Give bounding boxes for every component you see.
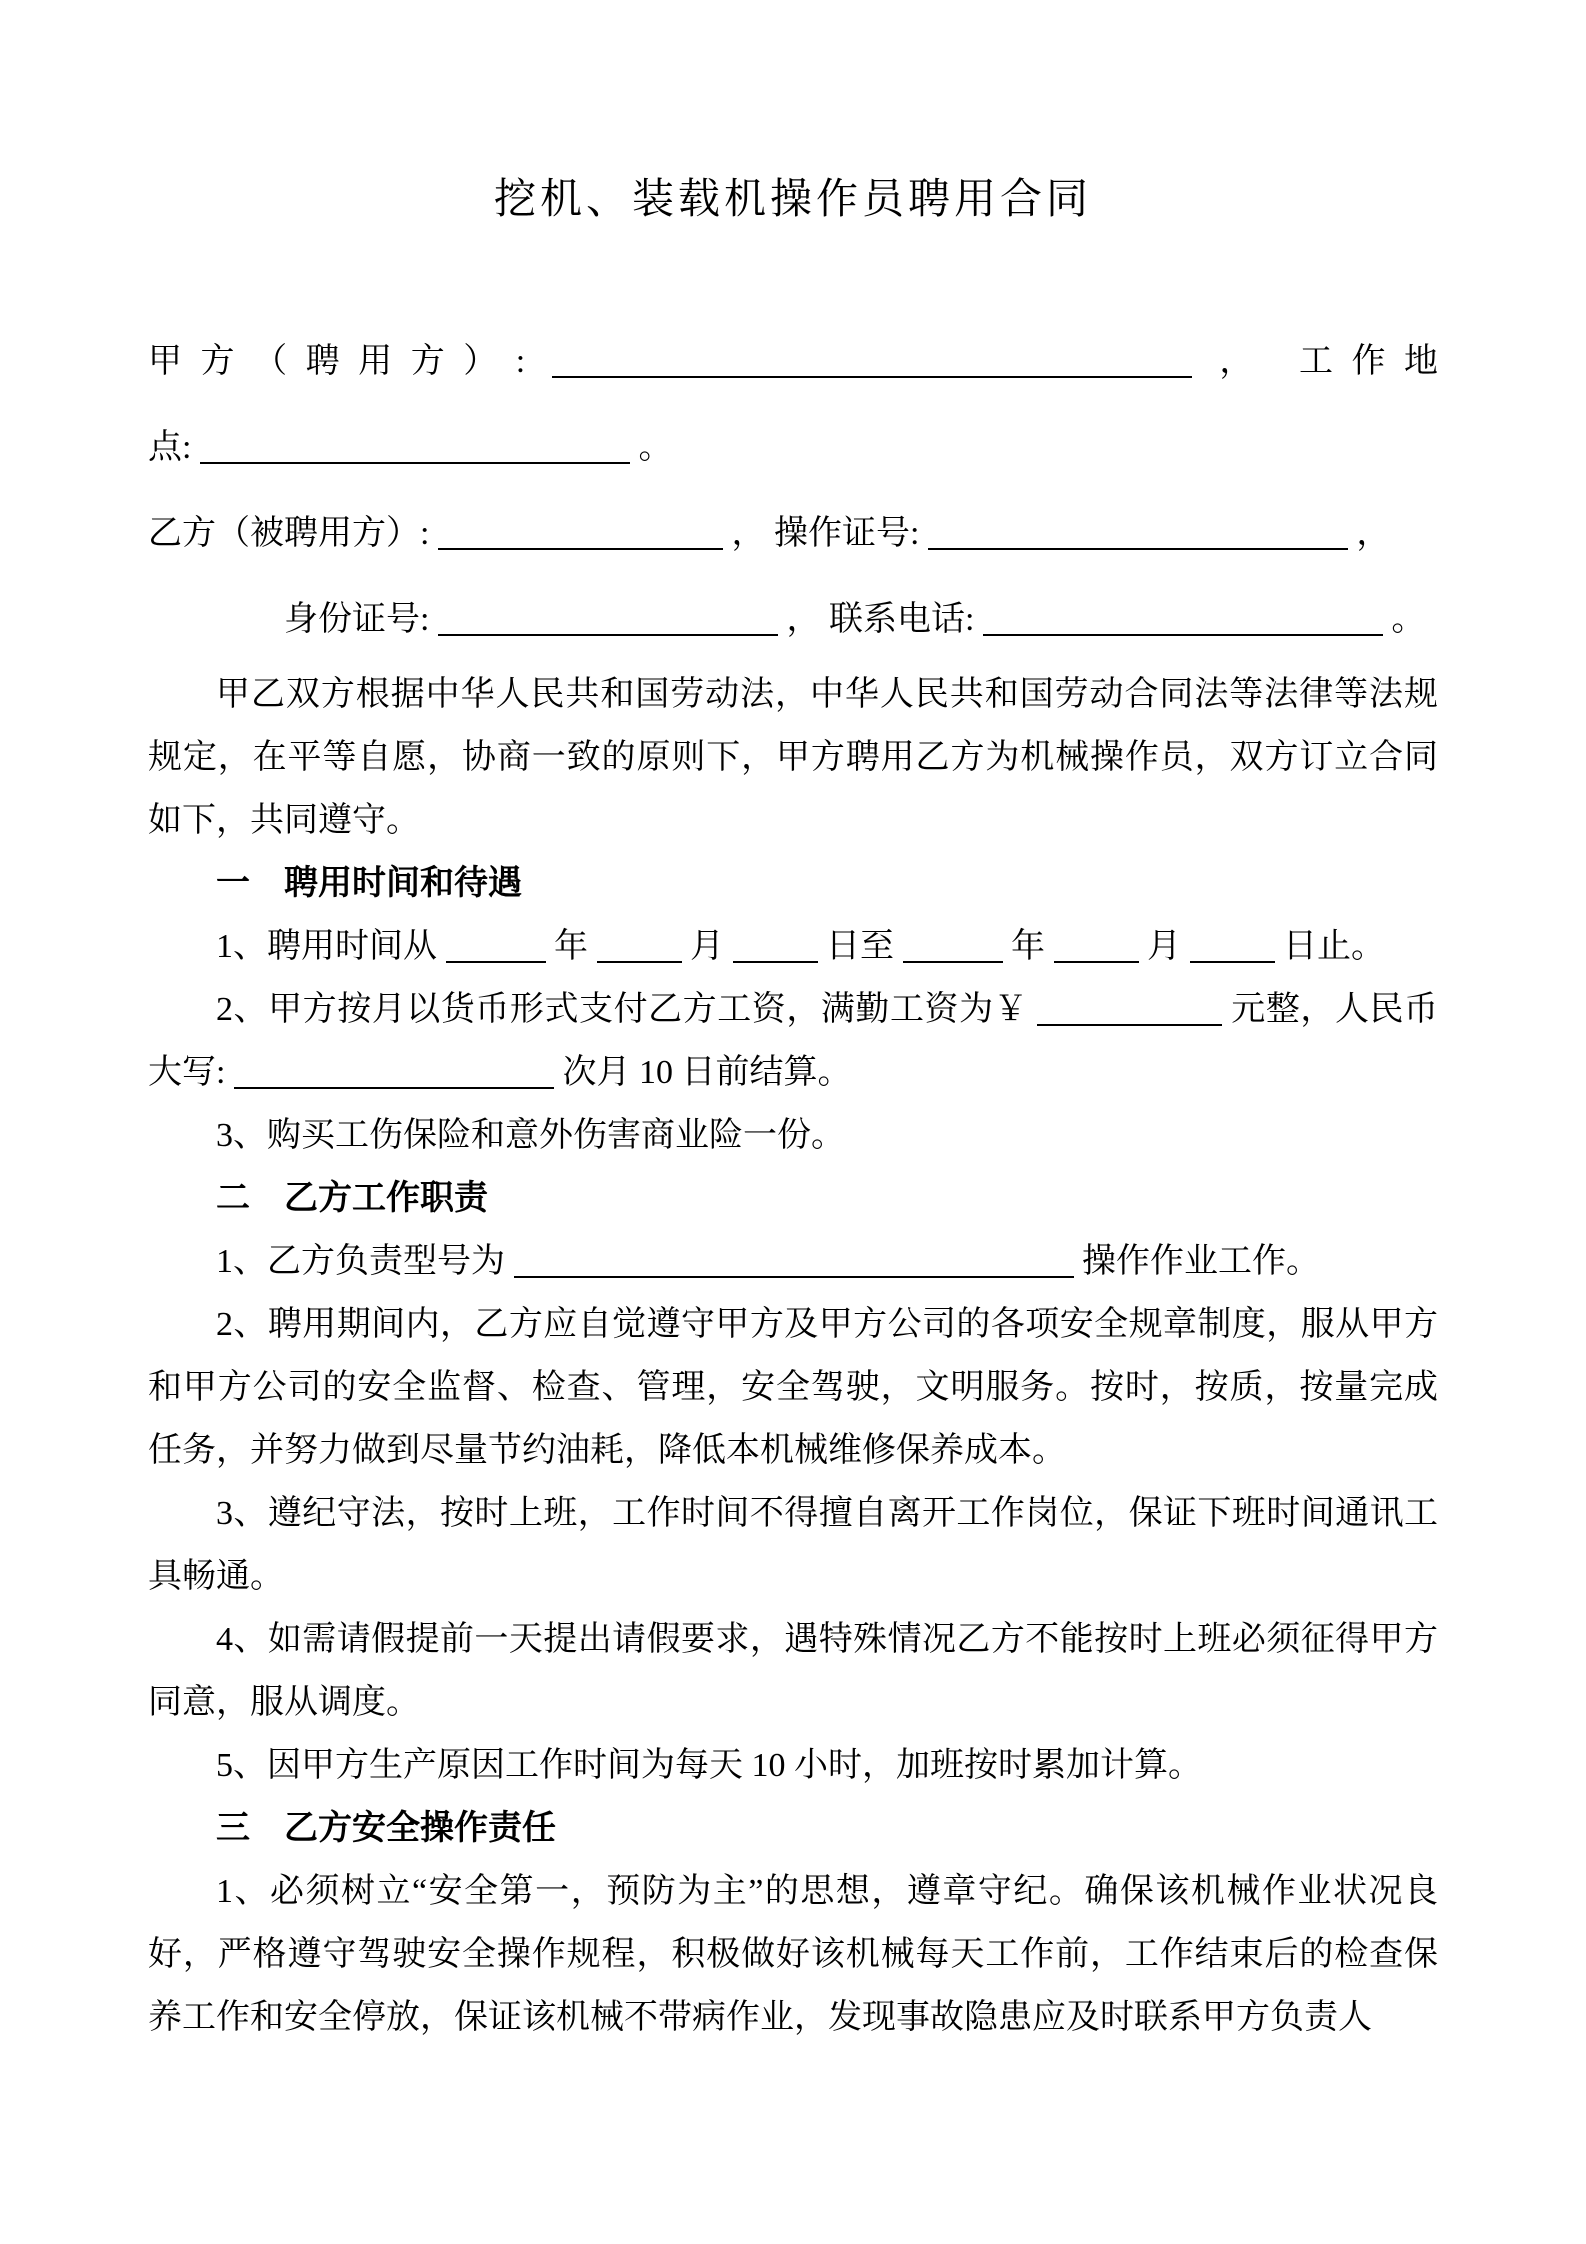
end-day-blank[interactable] — [1190, 929, 1275, 963]
month-label-2: 月 — [1147, 928, 1181, 965]
start-day-blank[interactable] — [733, 929, 818, 963]
month-label-1: 月 — [690, 928, 724, 965]
clause-safety-responsibility: 1、必须树立“安全第一，预防为主”的思想，遵章守纪。确保该机械作业状况良好，严格遵守驾驶安全操作规程，积极做好该机械每天工作前，工作结束后的检查保养工作和安全停放，保证该机械不带病作业，发现事故隐患应及时联系甲方负责人 — [148, 1873, 1438, 2036]
preamble — [148, 319, 1438, 663]
machine-model-blank[interactable] — [514, 1244, 1074, 1278]
year-label-1: 年 — [554, 928, 588, 965]
salary-mid: 元整，人民币大写: — [148, 991, 1439, 1091]
salary-words-blank[interactable] — [234, 1055, 554, 1089]
party-a-period: 。 — [638, 429, 673, 466]
party-b-period: 。 — [1391, 601, 1426, 638]
workplace-line — [148, 405, 1438, 491]
clause-leave: 4、如需请假提前一天提出请假要求，遇特殊情况乙方不能按时上班必须征得甲方同意，服从调度。 — [148, 1621, 1438, 1721]
section-3-heading: 三 乙方安全操作责任 — [216, 1810, 556, 1847]
day-end-label: 日止。 — [1283, 928, 1385, 965]
hire-period-lead: 1、聘用时间从 — [216, 928, 437, 965]
party-b-comma-2: ， — [1356, 515, 1391, 552]
party-b-comma-1: ， — [731, 515, 766, 552]
id-number-blank[interactable] — [438, 602, 778, 636]
license-label: 操作证号: — [773, 515, 920, 552]
id-label: 身份证号: — [284, 601, 430, 638]
party-b-name-blank[interactable] — [438, 516, 723, 550]
model-lead: 1、乙方负责型号为 — [216, 1243, 505, 1280]
model-tail: 操作作业工作。 — [1082, 1243, 1320, 1280]
workplace-label: 工作地 — [1298, 343, 1439, 380]
workplace-label-2: 点: — [148, 429, 192, 466]
start-year-blank[interactable] — [446, 929, 546, 963]
day-to-label: 日至 — [826, 928, 894, 965]
clause-discipline: 3、遵纪守法，按时上班，工作时间不得擅自离开工作岗位，保证下班时间通讯工具畅通。 — [148, 1495, 1438, 1595]
intro-paragraph: 甲乙双方根据中华人民共和国劳动法，中华人民共和国劳动合同法等法律等法规规定，在平等自愿，协商一致的原则下，甲方聘用乙方为机械操作员，双方订立合同如下，共同遵守。 — [148, 676, 1438, 839]
party-a-name-blank[interactable] — [552, 344, 1192, 378]
end-month-blank[interactable] — [1054, 929, 1139, 963]
section-1-heading: 一 聘用时间和待遇 — [216, 865, 522, 902]
party-b-comma-3: ， — [786, 601, 821, 638]
id-phone-line — [148, 577, 1438, 663]
clause-insurance: 3、购买工伤保险和意外伤害商业险一份。 — [216, 1117, 845, 1154]
document-title: 挖机、装载机操作员聘用合同 — [493, 177, 1092, 223]
workplace-blank[interactable] — [200, 430, 630, 464]
party-a-label: 甲方（聘用方）: — [148, 343, 526, 380]
salary-lead: 2、甲方按月以货币形式支付乙方工资，满勤工资为￥ — [216, 991, 1029, 1028]
party-b-line — [148, 491, 1438, 577]
salary-tail: 次月 10 日前结算。 — [562, 1054, 852, 1091]
salary-amount-blank[interactable] — [1037, 992, 1222, 1026]
party-a-line — [148, 319, 1438, 405]
start-month-blank[interactable] — [597, 929, 682, 963]
clause-machine-model — [148, 1230, 1438, 1293]
clause-hire-period — [148, 915, 1438, 978]
license-number-blank[interactable] — [928, 516, 1348, 550]
phone-label: 联系电话: — [828, 601, 975, 638]
end-year-blank[interactable] — [903, 929, 1003, 963]
party-b-label: 乙方（被聘用方）: — [148, 515, 430, 552]
clause-working-hours: 5、因甲方生产原因工作时间为每天 10 小时，加班按时累加计算。 — [216, 1747, 1202, 1784]
section-2-heading: 二 乙方工作职责 — [216, 1180, 488, 1217]
clause-safety-rules: 2、聘用期间内，乙方应自觉遵守甲方及甲方公司的各项安全规章制度，服从甲方和甲方公司的安全监督、检查、管理，安全驾驶，文明服务。按时，按质，按量完成任务，并努力做到尽量节约油耗，降低本机械维修保养成本。 — [148, 1306, 1438, 1469]
year-label-2: 年 — [1011, 928, 1045, 965]
phone-number-blank[interactable] — [983, 602, 1383, 636]
party-a-comma: ， — [1219, 343, 1272, 380]
clause-salary — [148, 978, 1438, 1104]
